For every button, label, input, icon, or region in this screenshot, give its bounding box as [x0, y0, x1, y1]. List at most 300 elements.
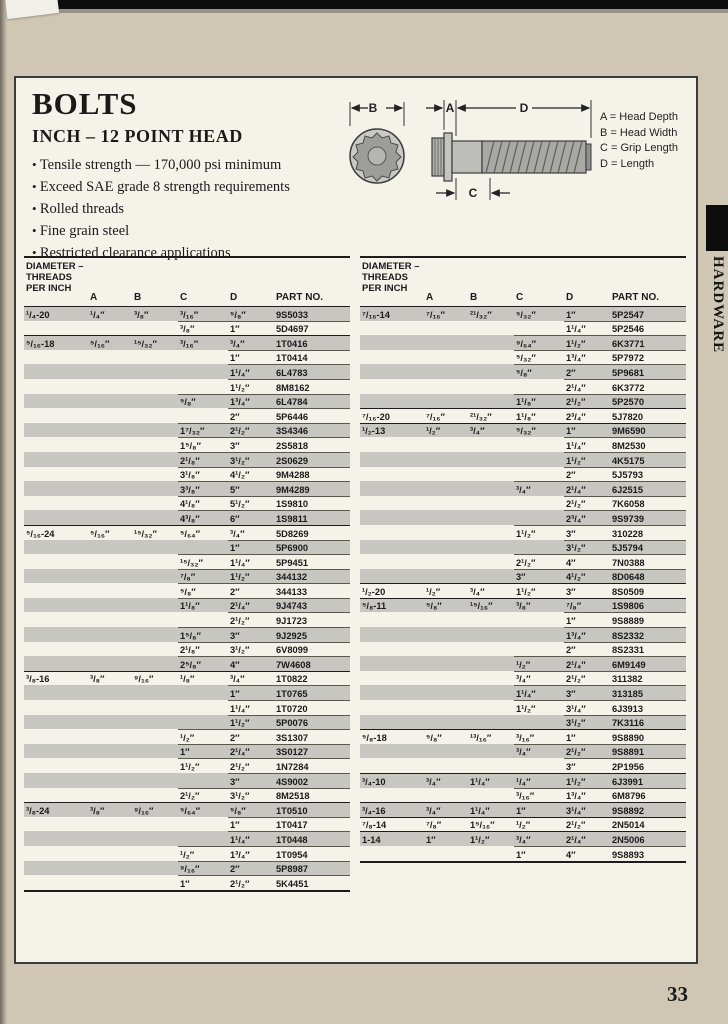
col-d: 1″: [564, 306, 610, 321]
table-row: [360, 467, 686, 482]
col-dia: [24, 394, 88, 409]
col-dia: ³/₈-16: [24, 671, 88, 686]
col-p: 1S9806: [610, 598, 686, 613]
col-p: 4K5175: [610, 452, 686, 467]
col-a: [88, 481, 132, 496]
col-d: 3″: [564, 758, 610, 773]
col-p: 1T0954: [274, 846, 350, 861]
col-c: 1¹/₄″: [514, 685, 564, 700]
col-dia: [24, 875, 88, 890]
col-a: [424, 467, 468, 482]
page-corner: [5, 0, 59, 19]
col-a: [424, 321, 468, 336]
col-c: [178, 612, 228, 627]
table-row: [24, 656, 350, 671]
col-p: 6J3913: [610, 700, 686, 715]
col-c: ³/₁₆″: [514, 729, 564, 744]
col-p: 8M2518: [274, 788, 350, 803]
col-dia: [360, 364, 424, 379]
dim-label-a: A: [445, 101, 455, 115]
col-d: 3″: [564, 525, 610, 540]
col-c: [514, 510, 564, 525]
col-c: 1″: [178, 875, 228, 890]
col-b: [468, 744, 514, 759]
col-dia: [24, 642, 88, 657]
table-row: [24, 335, 350, 350]
col-c: [514, 627, 564, 642]
col-dia: [24, 861, 88, 876]
col-d: 2¹/₂″: [564, 394, 610, 409]
table-header: [24, 256, 350, 306]
table-row: [24, 525, 350, 540]
col-p: 6L4783: [274, 364, 350, 379]
col-dia: [360, 481, 424, 496]
col-c: 4³/₈″: [178, 510, 228, 525]
col-b: 1⁵/₁₆″: [468, 817, 514, 832]
col-dia: [360, 685, 424, 700]
col-b: [132, 744, 178, 759]
col-p: 344133: [274, 583, 350, 598]
table-row: [24, 729, 350, 744]
table-row: [24, 467, 350, 482]
col-c: [178, 685, 228, 700]
col-p: 2S5818: [274, 437, 350, 452]
table-row: [24, 875, 350, 890]
col-p: 5D4697: [274, 321, 350, 336]
col-dia: [24, 364, 88, 379]
col-dia: [24, 350, 88, 365]
col-b: [132, 758, 178, 773]
col-b: [132, 598, 178, 613]
table-row: [360, 364, 686, 379]
table-row: [360, 583, 686, 598]
col-b: [132, 350, 178, 365]
col-d: 2″: [564, 642, 610, 657]
col-c: ³/₁₆″: [514, 788, 564, 803]
table-row: [360, 846, 686, 861]
col-d: 2¹/₂″: [564, 744, 610, 759]
col-d: 2³/₄″: [564, 408, 610, 423]
col-a: [88, 583, 132, 598]
col-a: ³/₈″: [88, 671, 132, 686]
col-b: [132, 364, 178, 379]
table-row: [360, 496, 686, 511]
col-d: 3¹/₂″: [564, 715, 610, 730]
col-c: 3¹/₈″: [178, 467, 228, 482]
col-a: [88, 379, 132, 394]
col-d: 2¹/₂″: [228, 423, 274, 438]
col-d: 4″: [564, 846, 610, 861]
col-dia: [24, 481, 88, 496]
table-row: [24, 773, 350, 788]
col-c: 4¹/₈″: [178, 496, 228, 511]
col-b: [468, 364, 514, 379]
col-d: 2¹/₄″: [564, 656, 610, 671]
col-a: [88, 569, 132, 584]
col-a: ³/₄″: [424, 802, 468, 817]
table-row: [24, 612, 350, 627]
table-row: [24, 642, 350, 657]
col-dia: [360, 612, 424, 627]
col-c: [178, 817, 228, 832]
col-d: 1″: [228, 350, 274, 365]
col-dia: [360, 569, 424, 584]
table-row: [24, 583, 350, 598]
col-c: ¹/₄″: [514, 773, 564, 788]
col-dia: [24, 496, 88, 511]
col-a: [88, 744, 132, 759]
col-p: 1T0414: [274, 350, 350, 365]
table-row: [360, 700, 686, 715]
col-dia: ⁵/₁₆-24: [24, 525, 88, 540]
col-c: ⁵/₃₂″: [514, 306, 564, 321]
col-p: 5P6446: [274, 408, 350, 423]
col-b: [468, 758, 514, 773]
table-row: [24, 306, 350, 321]
table-row: [24, 627, 350, 642]
col-p: 9S8891: [610, 744, 686, 759]
col-dia: [24, 569, 88, 584]
table-row: [360, 525, 686, 540]
diagram-legend: [600, 110, 678, 172]
col-dia: [360, 437, 424, 452]
col-p: 2S0629: [274, 452, 350, 467]
col-b: 1¹/₄″: [468, 773, 514, 788]
table-row: [24, 817, 350, 832]
col-p: 5K4451: [274, 875, 350, 890]
feature-bullet: • Exceed SAE grade 8 strength requirements: [32, 176, 352, 198]
col-b: [468, 481, 514, 496]
col-p: 9M4288: [274, 467, 350, 482]
col-dia: [360, 758, 424, 773]
top-shade: [0, 9, 728, 13]
col-b: ²¹/₃₂″: [468, 306, 514, 321]
col-dia: [24, 554, 88, 569]
table-row: [24, 715, 350, 730]
col-d: 2¹/₂″: [228, 875, 274, 890]
bolt-side-view: [432, 133, 591, 181]
col-dia: [360, 846, 424, 861]
col-b: [468, 642, 514, 657]
table-row: [24, 846, 350, 861]
col-b: [132, 569, 178, 584]
col-a: [424, 846, 468, 861]
col-d: 5″: [228, 481, 274, 496]
col-c: ¹/₂″: [514, 817, 564, 832]
col-a: [424, 700, 468, 715]
col-dia: ³/₈-24: [24, 802, 88, 817]
col-a: 1″: [424, 831, 468, 846]
col-d: 2¹/₄″: [228, 744, 274, 759]
col-a: ¹/₄″: [88, 306, 132, 321]
col-d: 3¹/₄″: [564, 802, 610, 817]
col-c: 1¹/₈″: [178, 598, 228, 613]
col-d: 2¹/₄″: [564, 379, 610, 394]
col-c: 1¹/₂″: [178, 758, 228, 773]
col-a: [424, 510, 468, 525]
col-dia: [24, 379, 88, 394]
col-d: 1¹/₄″: [228, 554, 274, 569]
table-row: [24, 554, 350, 569]
col-a: [88, 758, 132, 773]
page-title: BOLTS: [32, 86, 138, 121]
col-p: 1T0720: [274, 700, 350, 715]
col-p: 7W4608: [274, 656, 350, 671]
col-a: [88, 364, 132, 379]
col-b: 1¹/₄″: [468, 802, 514, 817]
col-a: ⁵/₁₆″: [88, 525, 132, 540]
col-p: 5P0076: [274, 715, 350, 730]
col-c: [178, 379, 228, 394]
dim-label-d: D: [519, 101, 529, 115]
col-d: 1³/₄″: [564, 788, 610, 803]
col-d: ⁵/₈″: [228, 802, 274, 817]
col-a: [88, 627, 132, 642]
col-dia: [360, 627, 424, 642]
col-p: 9M6590: [610, 423, 686, 438]
col-p: 7K3116: [610, 715, 686, 730]
col-p: 6L4784: [274, 394, 350, 409]
col-a: [88, 875, 132, 890]
col-b: [132, 656, 178, 671]
col-b: [132, 394, 178, 409]
col-b: [132, 583, 178, 598]
feature-bullet: • Rolled threads: [32, 198, 352, 220]
col-d: ³/₄″: [228, 335, 274, 350]
col-p: 7K6058: [610, 496, 686, 511]
table-row: [360, 773, 686, 788]
col-b: [132, 846, 178, 861]
col-dia: ¹/₂-20: [360, 583, 424, 598]
col-d: 3″: [228, 627, 274, 642]
col-p: 8S0509: [610, 583, 686, 598]
col-a: ³/₈″: [88, 802, 132, 817]
col-d: 2¹/₂″: [564, 817, 610, 832]
col-a: [88, 715, 132, 730]
table-header: [360, 256, 686, 306]
col-p: 5J5794: [610, 540, 686, 555]
col-dia: [24, 321, 88, 336]
col-b: [468, 510, 514, 525]
col-c: 2¹/₂″: [514, 554, 564, 569]
col-c: 1¹/₈″: [514, 394, 564, 409]
col-d: 6″: [228, 510, 274, 525]
table-row: [24, 364, 350, 379]
col-p: 1S9811: [274, 510, 350, 525]
table-row: [360, 744, 686, 759]
col-p: 1T0417: [274, 817, 350, 832]
col-p: 313185: [610, 685, 686, 700]
col-a: [424, 656, 468, 671]
col-c: ⁵/₆₄″: [178, 525, 228, 540]
col-p: 4S9002: [274, 773, 350, 788]
col-p: 5P9681: [610, 364, 686, 379]
col-a: [88, 510, 132, 525]
col-p: 1T0416: [274, 335, 350, 350]
col-c: 1⁵/₈″: [178, 627, 228, 642]
legend-line: C = Grip Length: [600, 142, 678, 154]
col-a: ⁵/₈″: [424, 729, 468, 744]
col-dia: ³/₄-16: [360, 802, 424, 817]
col-a: [88, 729, 132, 744]
col-p: 9J1723: [274, 612, 350, 627]
col-c: ¹⁵/₃₂″: [178, 554, 228, 569]
col-b: [132, 554, 178, 569]
col-d: 1¹/₂″: [564, 335, 610, 350]
col-d: 2″: [564, 364, 610, 379]
table-row: [360, 612, 686, 627]
col-d: 3″: [228, 773, 274, 788]
col-d: 1¹/₂″: [228, 715, 274, 730]
col-p: 9S5033: [274, 306, 350, 321]
col-b: [468, 671, 514, 686]
col-p: 2P1956: [610, 758, 686, 773]
col-p: 2N5006: [610, 831, 686, 846]
col-c: ³/₁₆″: [178, 306, 228, 321]
col-p: 1S9810: [274, 496, 350, 511]
table-row: [360, 481, 686, 496]
col-a: [424, 350, 468, 365]
col-d: 2¹/₂″: [228, 758, 274, 773]
col-p: 3S4346: [274, 423, 350, 438]
col-b: [132, 788, 178, 803]
table-row: [24, 496, 350, 511]
col-p: 6M9149: [610, 656, 686, 671]
column-header-c: C: [180, 292, 188, 303]
col-d: 1″: [564, 729, 610, 744]
column-header-part: PART NO.: [612, 292, 660, 303]
col-p: 2N5014: [610, 817, 686, 832]
col-c: ⁵/₃₂″: [514, 423, 564, 438]
column-header-diameter: DIAMETER – THREADS PER INCH: [362, 261, 420, 294]
col-a: [88, 685, 132, 700]
col-c: ³/₁₆″: [178, 335, 228, 350]
col-a: [424, 642, 468, 657]
col-a: [424, 788, 468, 803]
column-header-d: D: [230, 292, 238, 303]
col-c: ¹/₈″: [178, 671, 228, 686]
feature-bullet: • Fine grain steel: [32, 220, 352, 242]
col-p: 9S8893: [610, 846, 686, 861]
col-b: [468, 540, 514, 555]
col-c: ³/₈″: [178, 321, 228, 336]
col-dia: [360, 642, 424, 657]
top-black-bar: [0, 0, 728, 9]
col-d: 1¹/₄″: [564, 321, 610, 336]
col-d: 1¹/₂″: [228, 569, 274, 584]
col-a: [424, 758, 468, 773]
col-d: 4″: [228, 656, 274, 671]
table-row: [24, 423, 350, 438]
column-header-a: A: [426, 292, 434, 303]
col-a: [88, 788, 132, 803]
col-b: [132, 773, 178, 788]
table-row: [24, 788, 350, 803]
table-row: [360, 671, 686, 686]
col-c: [178, 831, 228, 846]
col-b: [132, 423, 178, 438]
table-row: [360, 642, 686, 657]
col-b: [132, 379, 178, 394]
col-dia: [360, 671, 424, 686]
col-a: ¹/₂″: [424, 583, 468, 598]
col-dia: ⁷/₁₆-20: [360, 408, 424, 423]
col-c: ⁵/₆₄″: [178, 802, 228, 817]
col-c: ¹/₂″: [178, 729, 228, 744]
col-a: [424, 612, 468, 627]
table-row: [360, 758, 686, 773]
col-c: 1¹/₂″: [514, 525, 564, 540]
col-dia: [24, 598, 88, 613]
col-c: 1″: [514, 802, 564, 817]
col-d: 2¹/₂″: [564, 496, 610, 511]
col-p: 5P2570: [610, 394, 686, 409]
table-row: [24, 831, 350, 846]
col-d: 5¹/₂″: [228, 496, 274, 511]
col-dia: [24, 583, 88, 598]
table-body: [360, 306, 686, 863]
col-a: [424, 452, 468, 467]
col-c: [178, 540, 228, 555]
col-b: [132, 875, 178, 890]
col-d: 2¹/₂″: [564, 671, 610, 686]
col-d: 2¹/₄″: [564, 831, 610, 846]
col-c: ³/₄″: [514, 744, 564, 759]
col-p: 9J4743: [274, 598, 350, 613]
col-dia: [360, 744, 424, 759]
col-b: [468, 321, 514, 336]
col-p: 1T0448: [274, 831, 350, 846]
col-a: ⁵/₈″: [424, 598, 468, 613]
col-d: 2″: [228, 408, 274, 423]
col-dia: ¹/₂-13: [360, 423, 424, 438]
col-c: 1¹/₈″: [514, 408, 564, 423]
col-p: 5P2546: [610, 321, 686, 336]
col-b: [132, 437, 178, 452]
table-row: [24, 350, 350, 365]
col-d: 3″: [564, 583, 610, 598]
table-row: [360, 598, 686, 613]
col-dia: [360, 452, 424, 467]
col-a: [88, 700, 132, 715]
table-row: [360, 802, 686, 817]
col-dia: [24, 437, 88, 452]
col-dia: [360, 321, 424, 336]
table-row: [360, 656, 686, 671]
col-d: 1³/₄″: [564, 350, 610, 365]
col-c: 2¹/₈″: [178, 452, 228, 467]
col-d: 3¹/₂″: [228, 788, 274, 803]
col-c: ³/₄″: [514, 831, 564, 846]
col-c: 2¹/₈″: [178, 642, 228, 657]
col-a: ⁵/₁₆″: [88, 335, 132, 350]
col-p: 310228: [610, 525, 686, 540]
col-dia: [360, 394, 424, 409]
col-p: 344132: [274, 569, 350, 584]
col-b: ¹⁵/₁₆″: [468, 598, 514, 613]
col-d: 4″: [564, 554, 610, 569]
col-p: 8D0648: [610, 569, 686, 584]
col-b: ¹³/₁₆″: [468, 729, 514, 744]
col-a: [424, 394, 468, 409]
table-row: [360, 685, 686, 700]
table-row: [360, 510, 686, 525]
col-dia: [24, 758, 88, 773]
col-d: 2¹/₂″: [228, 612, 274, 627]
col-a: [88, 321, 132, 336]
col-c: 3³/₈″: [178, 481, 228, 496]
dim-label-b: B: [368, 101, 378, 115]
